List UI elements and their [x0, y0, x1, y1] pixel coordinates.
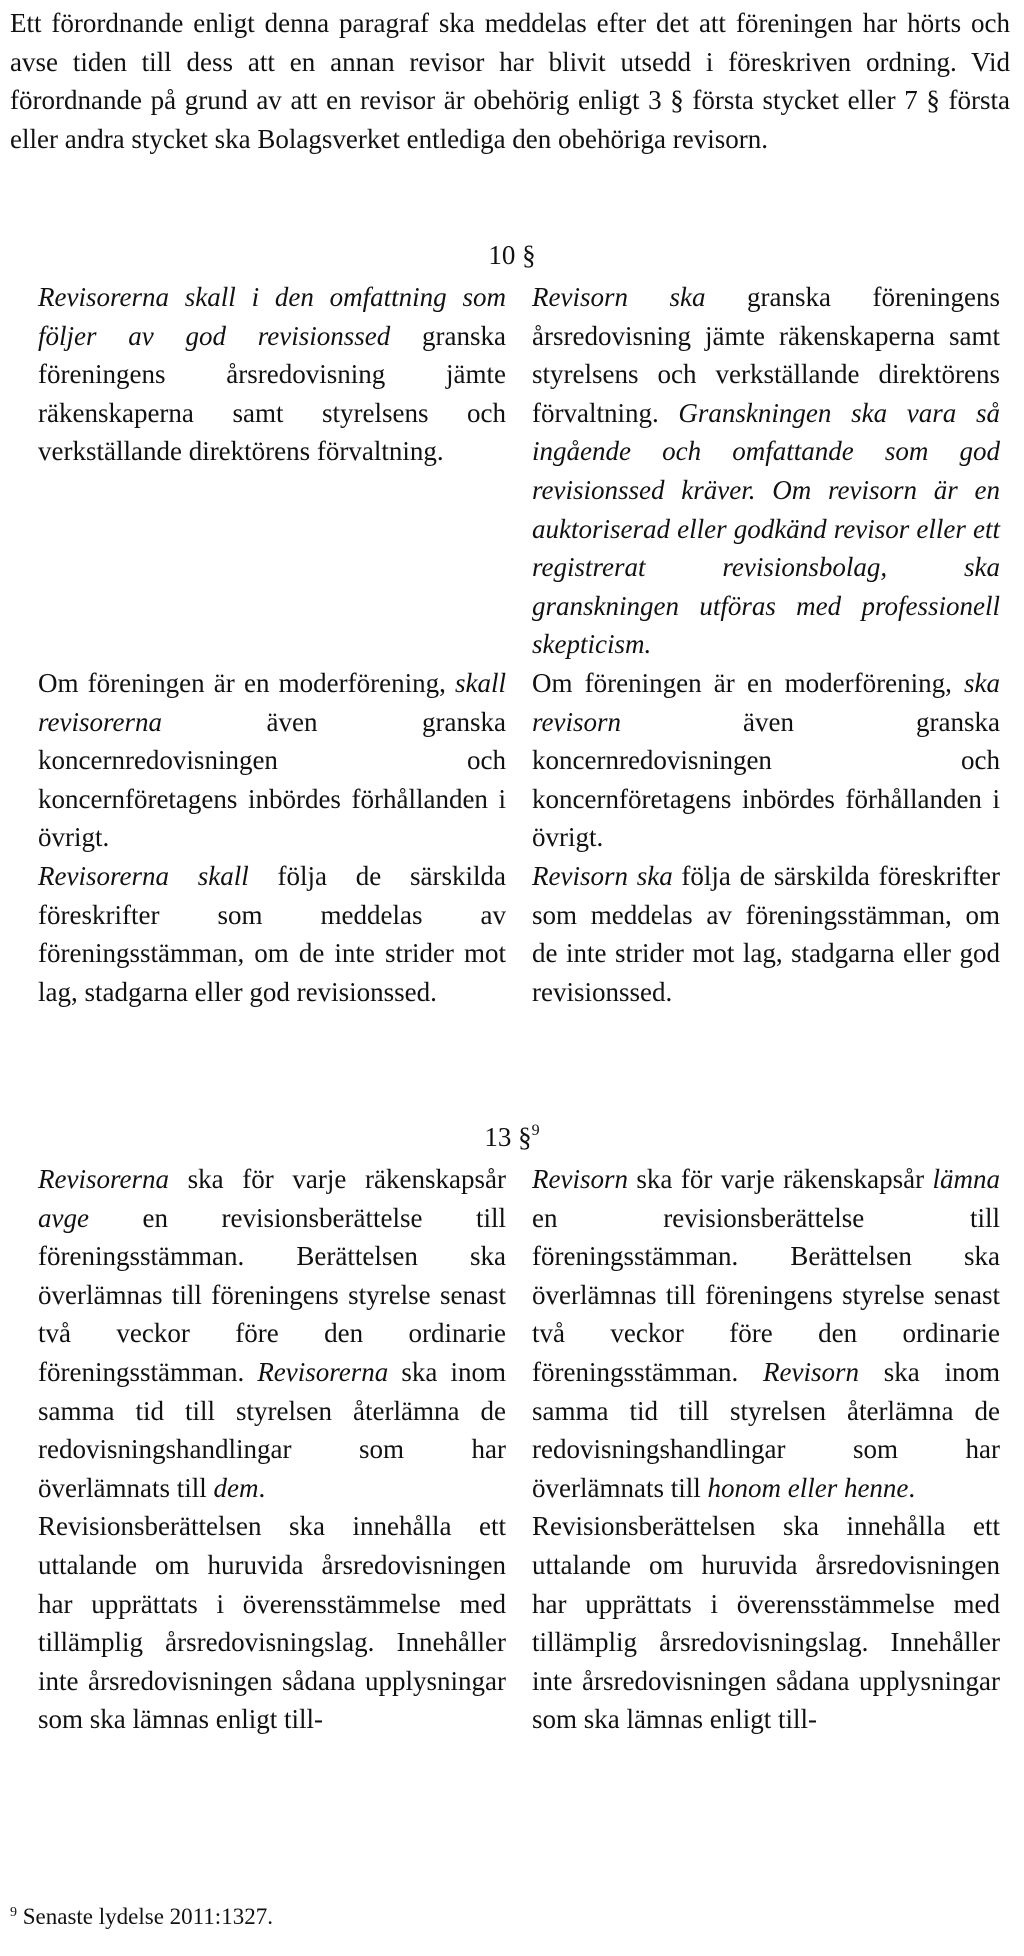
s13-left-p1-text-a: ska för varje räkenskapsår: [168, 1164, 506, 1194]
s10-right-p2-text-b: även granska koncernredovisningen och koncernföretagens inbördes förhållanden i övrigt.: [532, 706, 1000, 853]
s13-left-p1-italic-d: dem: [213, 1472, 259, 1503]
intro-paragraph: Ett förordnande enligt denna paragraf ska meddelas efter det att föreningen har hörts och avse tiden till dess att en annan revisor har blivit utsedd i föreskriven ordning. Vid förordnande på grund av att en revisor är obehörig enligt 3 § första stycket eller 7 § första eller andra stycket ska Bolagsverket entlediga den obehöriga revisorn.: [10, 8, 1010, 154]
footnote-reference-9: 9: [531, 1122, 540, 1139]
section-13-heading: [0, 1118, 1024, 1157]
section-10-heading: 10 §: [488, 240, 536, 270]
s13-left-p1-italic-c: Revisorerna: [257, 1356, 389, 1387]
s10-left-p2-italic: skall revisorerna: [38, 667, 506, 737]
s13-left-p1-text-c: ska inom samma tid till styrelsen återlämna de redovisningshandlingar som har överlämnats till: [38, 1356, 506, 1503]
s10-left-p3-italic: Revisorerna skall: [38, 860, 249, 891]
s10-right-p1-italic-b: Granskningen ska vara så ingående och omfattande som god revisionssed kräver. Om revisorn är en auktoriserad eller godkänd revisor eller ett registrerat revisionsbolag, ska granskningen utföras med professionell skepticism.: [532, 397, 1000, 660]
s13-left-p1-text-b: en revisionsberättelse till föreningsstämman. Berättelsen ska överlämnas till föreningens styrelse senast två veckor före den ordinarie föreningsstämman.: [38, 1202, 506, 1387]
s13-right-p1-text-a: ska för varje räkenskapsår: [627, 1164, 933, 1194]
s10-left-p3-text: följa de särskilda föreskrifter som meddelas av föreningsstämman, om de inte strider mot lag, stadgarna eller god revisionssed.: [38, 860, 506, 1007]
section-13-current-text: [38, 1160, 506, 1739]
s10-left-p1-italic: Revisorerna skall i den omfattning som följer av god revisionssed: [38, 282, 506, 351]
s10-right-p2-text-a: Om föreningen är en moderförening,: [532, 667, 964, 698]
s13-right-p1-text-b: en revisionsberättelse till föreningsstämman. Berättelsen ska överlämnas till föreningens styrelse senast två veckor före den ordinarie föreningsstämman.: [532, 1202, 1000, 1387]
s13-left-p1-italic-a: Revisorerna: [38, 1164, 169, 1194]
section-10-proposed-text: [532, 278, 1000, 1011]
s10-left-p2-text-a: Om föreningen är en moderförening,: [38, 667, 455, 698]
s10-right-p1-italic-a: Revisorn ska: [532, 282, 706, 312]
s10-left-p1-text: granska föreningens årsredovisning jämte räkenskaperna samt styrelsens och verkställande direktörens förvaltning.: [38, 320, 506, 467]
section-10-current-text: [38, 278, 506, 1011]
s10-right-p1-text: granska föreningens årsredovisning jämte räkenskaperna samt styrelsens och verkställande direktörens förvaltning.: [532, 282, 1000, 428]
s10-right-paragraph-3: [532, 857, 1000, 1011]
s13-left-paragraph-2: Revisionsberättelsen ska innehålla ett uttalande om huruvida årsredovisningen har upprättats i överensstämmelse med tillämplig årsredovisningslag. Innehåller inte årsredovisningen sådana upplysningar som ska lämnas enligt till-: [38, 1511, 506, 1735]
footnote-number: 9: [10, 1905, 17, 1920]
footnote-text: Senaste lydelse 2011:1327.: [17, 1904, 273, 1929]
s13-right-paragraph-1: [532, 1160, 1000, 1507]
s13-right-p1-text-d: .: [908, 1472, 916, 1503]
s13-right-p1-italic-d: honom eller henne: [707, 1472, 909, 1503]
s10-right-paragraph-1: [532, 278, 1000, 664]
s13-right-p1-italic-c: Revisorn: [762, 1356, 859, 1387]
s13-right-p1-italic-b: lämna: [932, 1164, 1000, 1194]
footnote: [10, 1902, 273, 1932]
s10-left-paragraph-1: [38, 278, 506, 471]
s10-left-paragraph-3: [38, 857, 506, 1011]
s10-right-p3-text: följa de särskilda föreskrifter som meddelas av föreningsstämman, om de inte strider mot lag, stadgarna eller god revisionssed.: [532, 860, 1001, 1007]
s10-left-p2-text-b: även granska koncernredovisningen och koncernföretagens inbördes förhållanden i övrigt.: [38, 706, 506, 853]
s13-left-p1-italic-b: avge: [38, 1202, 89, 1233]
s10-right-p2-italic: ska revisorn: [532, 667, 1000, 737]
s10-left-paragraph-2: [38, 664, 506, 857]
section-13-heading-text: 13 §: [484, 1122, 532, 1152]
s13-left-p1-text-d: .: [258, 1472, 266, 1503]
s10-right-paragraph-2: [532, 664, 1000, 857]
s13-right-p1-text-c: ska inom samma tid till styrelsen återlämna de redovisningshandlingar som har överlämnats till: [532, 1356, 1000, 1503]
s13-left-paragraph-1: [38, 1160, 506, 1507]
section-13-proposed-text: [532, 1160, 1000, 1739]
s10-right-p3-italic: Revisorn ska: [532, 860, 673, 891]
s13-right-paragraph-2: Revisionsberättelsen ska innehålla ett uttalande om huruvida årsredovisningen har upprättats i överensstämmelse med tillämplig årsredovisningslag. Innehåller inte årsredovisningen sådana upplysningar som ska lämnas enligt till-: [532, 1511, 1000, 1735]
s13-right-p1-italic-a: Revisorn: [532, 1164, 628, 1194]
